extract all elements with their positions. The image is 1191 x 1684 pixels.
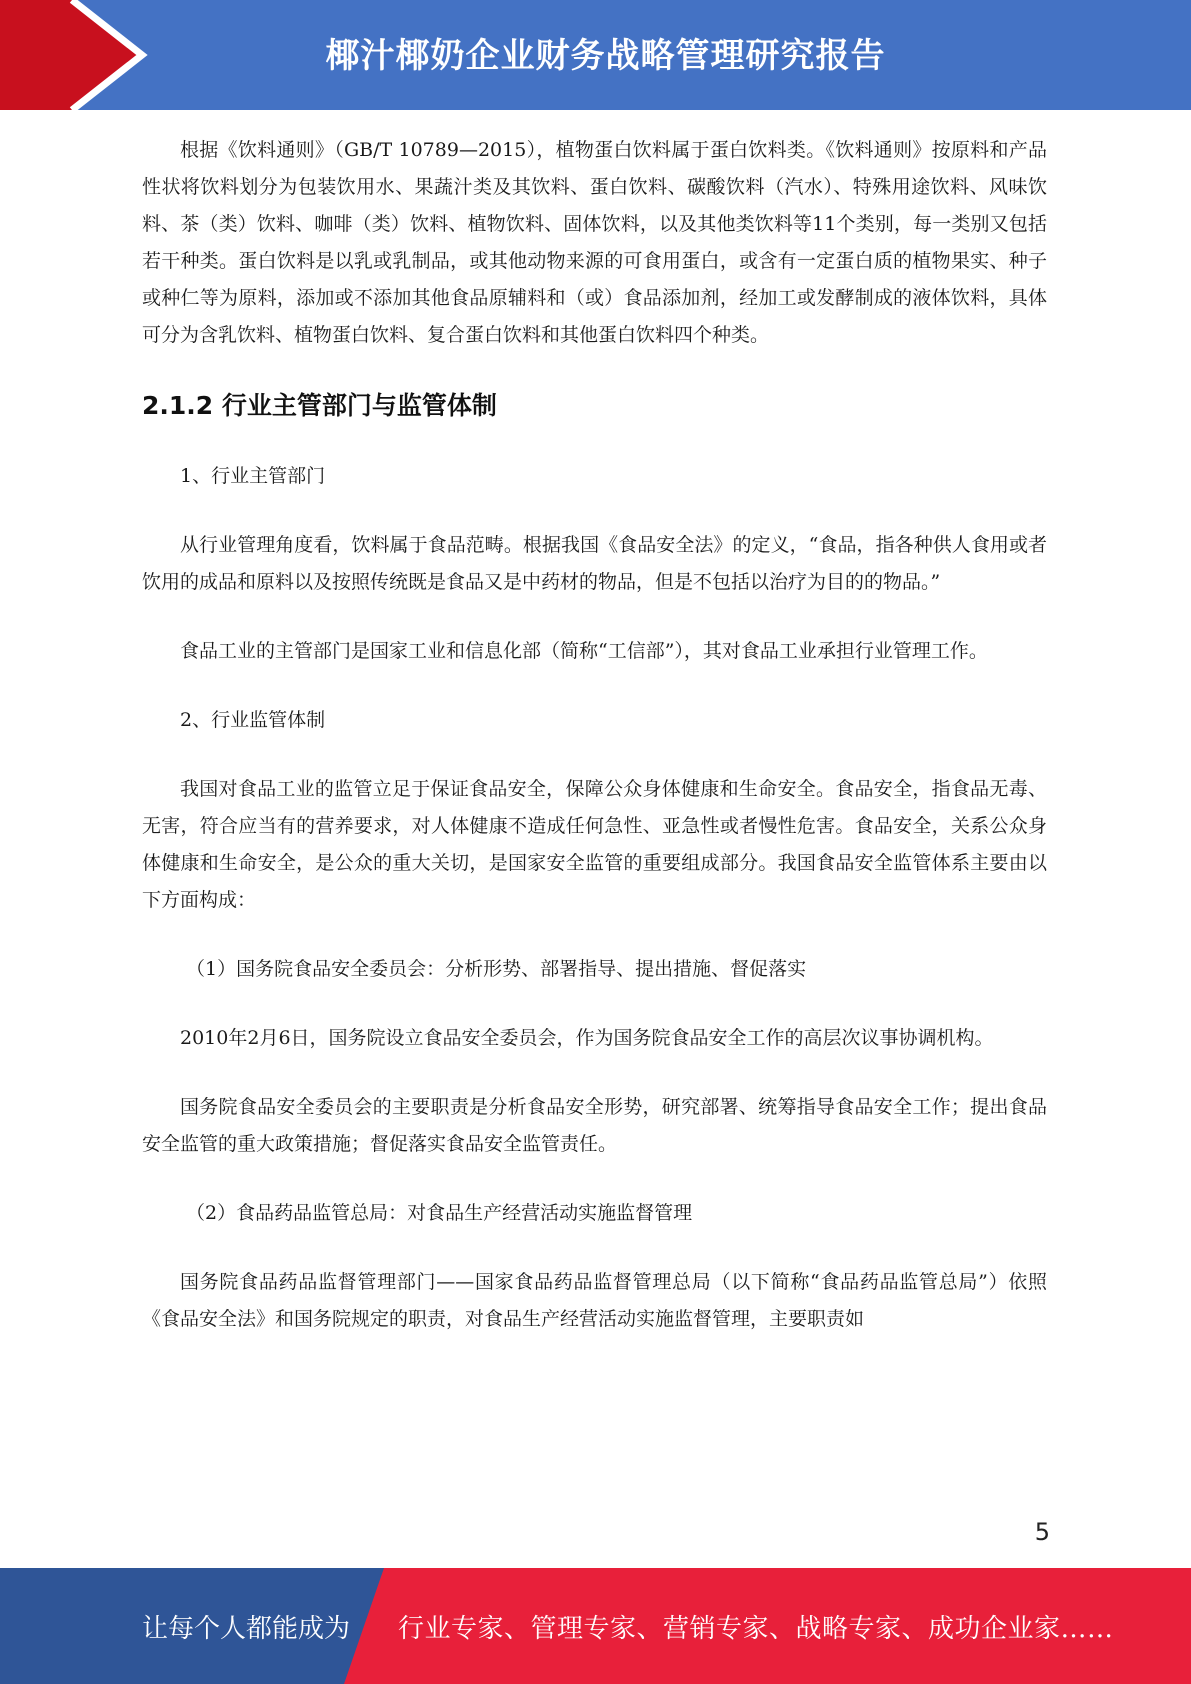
page-header [0, 0, 1191, 110]
item2-label: 2、行业监管体制 [180, 709, 326, 731]
page-footer [0, 1568, 1191, 1684]
page-number: 5 [1034, 1518, 1050, 1546]
item1-paragraph-2: 食品工业的主管部门是国家工业和信息化部（简称“工信部”），其对食品工业承担行业管理工作。 [180, 640, 988, 662]
footer-slogan-left: 让每个人都能成为 [142, 1614, 351, 1644]
report-title: 椰汁椰奶企业财务战略管理研究报告 [325, 36, 886, 76]
sub1-paragraph-2: 国务院食品安全委员会的主要职责是分析食品安全形势，研究部署、统筹指导食品安全工作；提出食品安全监管的重大政策措施；督促落实食品安全监管责任。 [142, 1096, 1047, 1155]
item1-label: 1、行业主管部门 [180, 465, 326, 487]
sub1-paragraph-1: 2010年2月6日，国务院设立食品安全委员会，作为国务院食品安全工作的高层次议事协调机构。 [180, 1027, 994, 1049]
page-body [142, 132, 1047, 1338]
sub2-paragraph-1: 国务院食品药品监督管理部门——国家食品药品监督管理总局（以下简称“食品药品监管总局”）依照《食品安全法》和国务院规定的职责，对食品生产经营活动实施监督管理，主要职责如 [142, 1271, 1047, 1330]
sub1-label: （1）国务院食品安全委员会：分析形势、部署指导、提出措施、督促落实 [186, 958, 807, 980]
section-heading: 2.1.2 行业主管部门与监管体制 [142, 391, 497, 420]
item1-paragraph-1: 从行业管理角度看，饮料属于食品范畴。根据我国《食品安全法》的定义，“食品，指各种供人食用或者饮用的成品和原料以及按照传统既是食品又是中药材的物品，但是不包括以治疗为目的的物品。” [142, 534, 1047, 593]
footer-slogan-right: 行业专家、管理专家、营销专家、战略专家、成功企业家…… [398, 1614, 1114, 1644]
intro-paragraph: 根据《饮料通则》（GB/T 10789—2015），植物蛋白饮料属于蛋白饮料类。《饮料通则》按原料和产品性状将饮料划分为包装饮用水、果蔬汁类及其饮料、蛋白饮料、碳酸饮料（汽水）、特殊用途饮料、风味饮料、茶（类）饮料、咖啡（类）饮料、植物饮料、固体饮料，以及其他类饮料等11个类别，每一类别又包括若干种类。蛋白饮料是以乳或乳制品，或其他动物来源的可食用蛋白，或含有一定蛋白质的植物果实、种子或种仁等为原料，添加或不添加其他食品原辅料和（或）食品添加剂，经加工或发酵制成的液体饮料，具体可分为含乳饮料、植物蛋白饮料、复合蛋白饮料和其他蛋白饮料四个种类。 [142, 139, 1047, 346]
item2-paragraph-1: 我国对食品工业的监管立足于保证食品安全，保障公众身体健康和生命安全。食品安全，指食品无毒、无害，符合应当有的营养要求，对人体健康不造成任何急性、亚急性或者慢性危害。食品安全，关系公众身体健康和生命安全，是公众的重大关切，是国家安全监管的重要组成部分。我国食品安全监管体系主要由以下方面构成： [142, 778, 1047, 911]
sub2-label: （2）食品药品监管总局：对食品生产经营活动实施监督管理 [186, 1202, 693, 1224]
